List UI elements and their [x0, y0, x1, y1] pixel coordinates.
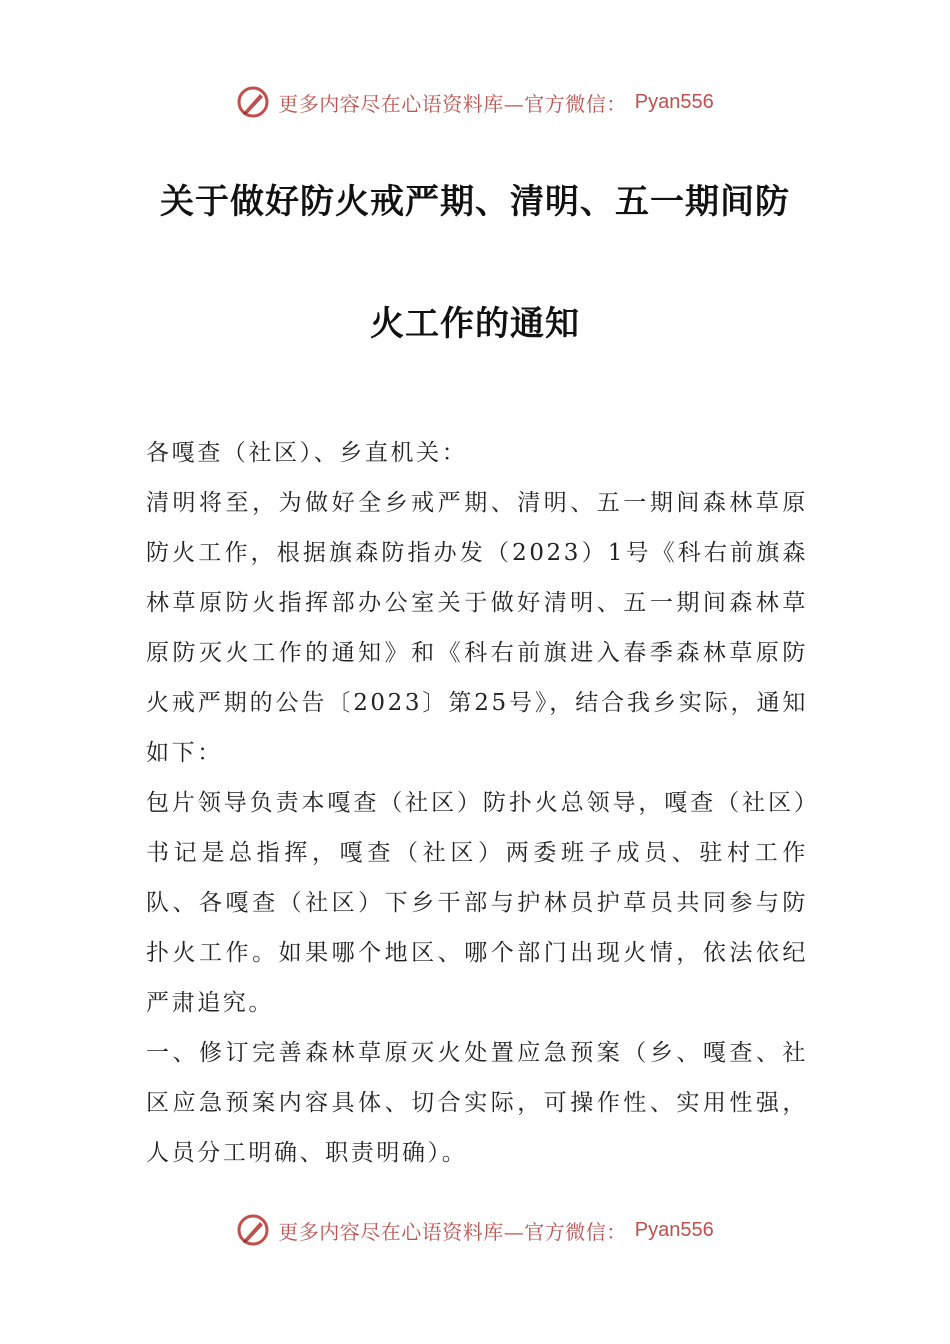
watermark-text: 更多内容尽在心语资料库—官方微信：	[278, 1219, 627, 1244]
paragraph: 清明将至，为做好全乡戒严期、清明、五一期间森林草原防火工作，根据旗森防指办发（2023）1号《科右前旗森林草原防火指挥部办公室关于做好清明、五一期间森林草原防灭火工作的通知》和《科右前旗进入春季森林草原防火戒严期的公告〔2023〕第25号》，结合我乡实际，通知如下：	[146, 490, 808, 766]
paragraph: 包片领导负责本嘎查（社区）防扑火总领导，嘎查（社区）书记是总指挥，嘎查（社区）两委班子成员、驻村工作队、各嘎查（社区）下乡干部与护林员护草员共同参与防扑火工作。如果哪个地区、哪个部门出现火情，依法依纪严肃追究。	[146, 790, 808, 1016]
pen-circle-logo-icon	[236, 85, 270, 119]
watermark-text: 更多内容尽在心语资料库—官方微信：	[278, 91, 627, 116]
salutation: 各嘎查（社区）、乡直机关：	[146, 440, 468, 466]
paragraph: 一、修订完善森林草原灭火处置应急预案（乡、嘎查、社区应急预案内容具体、切合实际，可操作性、实用性强，人员分工明确、职责明确）。	[146, 1040, 808, 1166]
watermark-wechat-id: Pyan556	[634, 1218, 714, 1241]
document-title-line-2: 火工作的通知	[370, 304, 580, 344]
document-body	[146, 428, 808, 1178]
footer-watermark	[0, 1210, 950, 1250]
watermark-wechat-id: Pyan556	[634, 90, 714, 113]
pen-circle-logo-icon	[236, 1213, 270, 1247]
document-title-line-1: 关于做好防火戒严期、清明、五一期间防	[160, 182, 790, 222]
header-watermark	[0, 82, 950, 122]
